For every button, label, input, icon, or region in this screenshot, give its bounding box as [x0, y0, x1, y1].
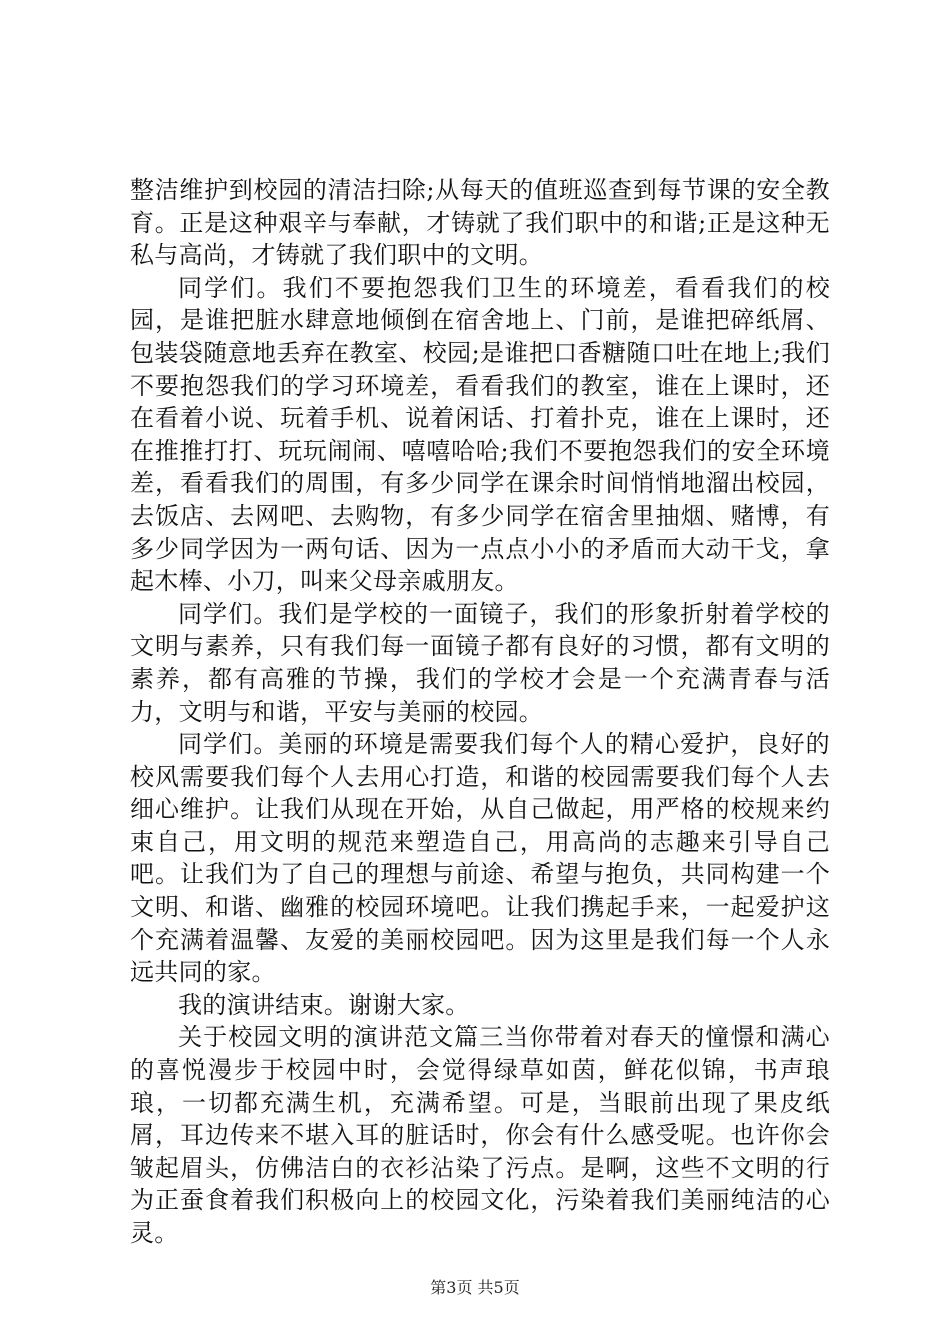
paragraph: 同学们。美丽的环境是需要我们每个人的精心爱护，良好的校风需要我们每个人去用心打造，和谐的校园需要我们每个人去细心维护。让我们从现在开始，从自己做起，用严格的校规来约束自己，用文明的规范来塑造自己，用高尚的志趣来引导自己吧。让我们为了自己的理想与前途、希望与抱负，共同构建一个文明、和谐、幽雅的校园环境吧。让我们携起手来，一起爱护这个充满着温馨、友爱的美丽校园吧。因为这里是我们每一个人永远共同的家。	[130, 730, 830, 987]
paragraph: 同学们。我们不要抱怨我们卫生的环境差，看看我们的校园，是谁把脏水肆意地倾倒在宿舍地上、门前，是谁把碎纸屑、包装袋随意地丢弃在教室、校园;是谁把口香糖随口吐在地上;我们不要抱怨我们的学习环境差，看看我们的教室，谁在上课时，还在看着小说、玩着手机、说着闲话、打着扑克，谁在上课时，还在推推打打、玩玩闹闹、嘻嘻哈哈;我们不要抱怨我们的安全环境差，看看我们的周围，有多少同学在课余时间悄悄地溜出校园，去饭店、去网吧、去购物，有多少同学在宿舍里抽烟、赌博，有多少同学因为一两句话、因为一点点小小的矛盾而大动干戈，拿起木棒、小刀，叫来父母亲戚朋友。	[130, 273, 830, 596]
paragraph: 整洁维护到校园的清洁扫除;从每天的值班巡查到每节课的安全教育。正是这种艰辛与奉献，才铸就了我们职中的和谐;正是这种无私与高尚，才铸就了我们职中的文明。	[130, 176, 830, 270]
paragraph: 同学们。我们是学校的一面镜子，我们的形象折射着学校的文明与素养，只有我们每一面镜子都有良好的习惯，都有文明的素养，都有高雅的节操，我们的学校才会是一个充满青春与活力，文明与和谐，平安与美丽的校园。	[130, 599, 830, 726]
page-number-footer: 第3页 共5页	[430, 1278, 520, 1297]
paragraph: 关于校园文明的演讲范文篇三当你带着对春天的憧憬和满心的喜悦漫步于校园中时，会觉得绿草如茵，鲜花似锦，书声琅琅，一切都充满生机，充满希望。可是，当眼前出现了果皮纸屑，耳边传来不堪入耳的脏话时，你会有什么感受呢。也许你会皱起眉头，仿佛洁白的衣衫沾染了污点。是啊，这些不文明的行为正蚕食着我们积极向上的校园文化，污染着我们美丽纯洁的心灵。	[130, 1023, 830, 1247]
paragraph: 我的演讲结束。谢谢大家。	[178, 990, 470, 1019]
document-body	[130, 174, 830, 1250]
